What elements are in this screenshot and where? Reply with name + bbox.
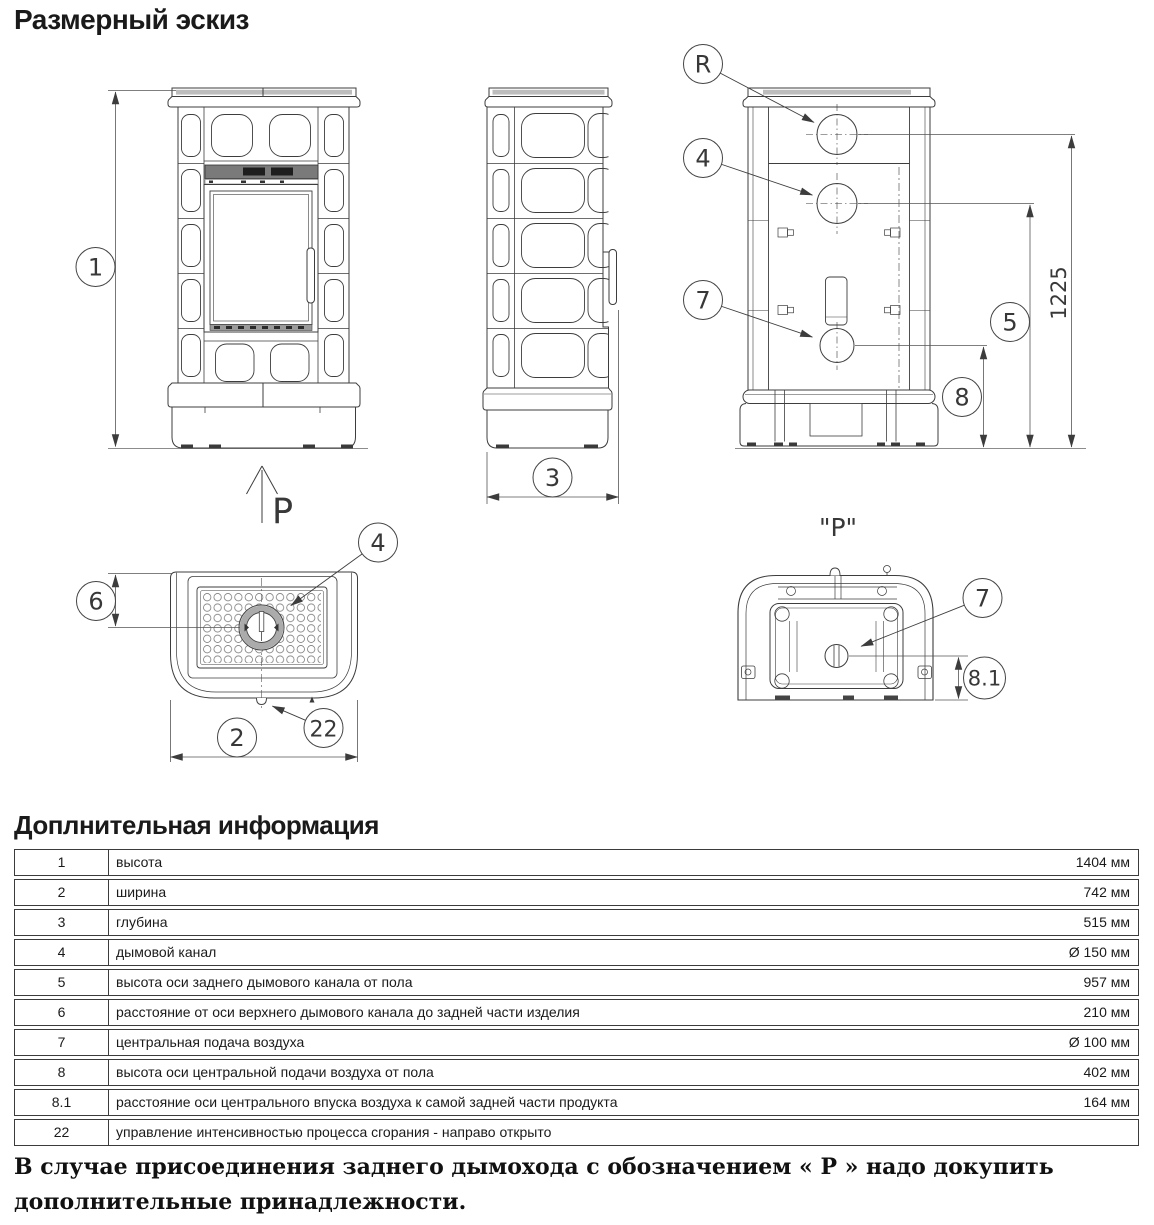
- front-direction-label: P: [272, 492, 294, 532]
- dimension-height: [108, 91, 176, 447]
- table-row: [14, 1059, 1139, 1086]
- row-value: 957 мм: [1083, 974, 1130, 990]
- row-value: 1404 мм: [1075, 854, 1130, 870]
- front-view: [108, 88, 368, 449]
- row-value: Ø 150 мм: [1068, 944, 1130, 960]
- row-description: высота: [116, 854, 163, 870]
- table-row: [14, 1029, 1139, 1056]
- plinth: [172, 407, 356, 448]
- svg-text:22: 22: [309, 717, 338, 743]
- table-row: [14, 879, 1139, 906]
- control-knob: [257, 698, 267, 705]
- table-row: [14, 849, 1139, 876]
- bottom-p-view: [738, 566, 933, 701]
- svg-text:7: 7: [695, 286, 711, 315]
- base-molding: [168, 383, 360, 407]
- callout-22: [272, 706, 343, 747]
- dimension-1225-label: 1225: [1047, 266, 1071, 320]
- rear-view: [735, 88, 1086, 449]
- front-direction-arrow: [247, 466, 294, 532]
- info-section-title: Доплнительная информация: [14, 810, 379, 840]
- row-value: Ø 100 мм: [1068, 1034, 1130, 1050]
- top-plate-strip: [176, 90, 352, 95]
- side-view: [483, 88, 617, 449]
- row-description: расстояние от оси верхнего дымового канала до задней части изделия: [116, 1004, 580, 1020]
- note-text: В случае присоединения заднего дымохода с обозначением « Р » надо докупить дополнительные принадлежности.: [14, 1154, 1054, 1216]
- row-value: 402 мм: [1083, 1064, 1130, 1080]
- svg-text:8: 8: [954, 383, 970, 412]
- svg-text:R: R: [694, 50, 712, 79]
- page-title: Размерный эскиз: [14, 4, 249, 35]
- row-value: 515 мм: [1083, 914, 1130, 930]
- callout-2: [218, 718, 257, 757]
- row-number: 22: [15, 1120, 109, 1145]
- crown-molding: [168, 97, 360, 108]
- svg-text:5: 5: [1002, 308, 1018, 337]
- row-value: 164 мм: [1083, 1094, 1130, 1110]
- svg-text:8.1: 8.1: [967, 666, 1002, 691]
- row-value: 210 мм: [1083, 1004, 1130, 1020]
- row-number: 3: [15, 910, 109, 935]
- door-handle: [307, 248, 315, 303]
- door-glass: [210, 191, 312, 325]
- row-value: [1130, 1120, 1138, 1145]
- central-air-inlet-bottom: [825, 645, 848, 668]
- table-row: [14, 1089, 1139, 1116]
- table-row: [14, 909, 1139, 936]
- table-row: [14, 1119, 1139, 1146]
- table-row: [14, 939, 1139, 966]
- p-view-label: "P": [818, 513, 858, 542]
- row-description: управление интенсивностью процесса сгорания - направо открыто: [116, 1124, 552, 1140]
- row-description: высота оси центральной подачи воздуха от пола: [116, 1064, 434, 1080]
- row-number: 5: [15, 970, 109, 995]
- info-table: [14, 849, 1139, 1149]
- row-number: 2: [15, 880, 109, 905]
- row-number: 6: [15, 1000, 109, 1025]
- callout-5: [991, 303, 1030, 342]
- door-handle-side: [609, 250, 617, 305]
- row-number: 7: [15, 1030, 109, 1055]
- row-number: 4: [15, 940, 109, 965]
- row-description: расстояние оси центрального впуска воздуха к самой задней части продукта: [116, 1094, 618, 1110]
- callout-8: [943, 378, 982, 417]
- row-description: глубина: [116, 914, 168, 930]
- table-row: [14, 969, 1139, 996]
- row-description: ширина: [116, 884, 167, 900]
- callout-8-1: [964, 657, 1006, 699]
- row-description: высота оси заднего дымового канала от пола: [116, 974, 413, 990]
- row-number: 8: [15, 1060, 109, 1085]
- row-number: 1: [15, 850, 109, 875]
- row-description: центральная подача воздуха: [116, 1034, 305, 1050]
- svg-text:4: 4: [695, 144, 711, 173]
- svg-text:4: 4: [370, 529, 386, 557]
- svg-text:7: 7: [974, 584, 991, 613]
- row-description: дымовой канал: [116, 944, 217, 960]
- callout-6: [77, 582, 116, 621]
- svg-text:1: 1: [87, 253, 104, 282]
- svg-text:6: 6: [88, 587, 104, 616]
- row-value: 742 мм: [1083, 884, 1130, 900]
- table-row: [14, 999, 1139, 1026]
- row-number: 8.1: [15, 1090, 109, 1115]
- callout-1: [76, 248, 115, 287]
- svg-text:2: 2: [229, 724, 245, 752]
- svg-text:3: 3: [544, 464, 561, 492]
- top-view: [171, 572, 358, 708]
- callout-3: [533, 458, 572, 497]
